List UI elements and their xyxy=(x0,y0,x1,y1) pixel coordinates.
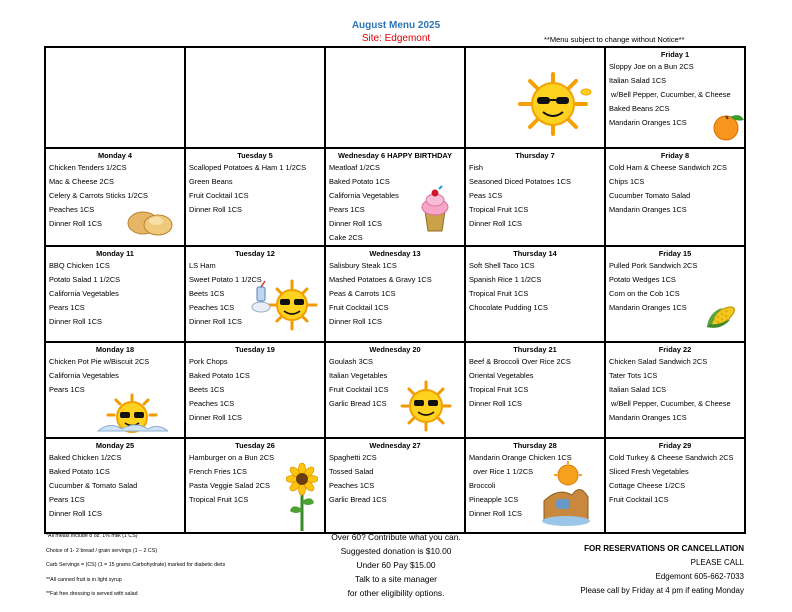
menu-item: Peaches 1CS xyxy=(189,399,235,408)
menu-item: w/Bell Pepper, Cucumber, & Cheese xyxy=(609,90,731,99)
day-header: Friday 29 xyxy=(658,441,692,450)
day-cell-friday-1 xyxy=(605,47,745,148)
sun-with-drink-icon xyxy=(246,277,325,333)
menu-item: Tater Tots 1CS xyxy=(609,371,658,380)
menu-item: Dinner Roll 1CS xyxy=(329,219,382,228)
please-call: PLEASE CALL xyxy=(690,558,744,567)
site-name: Site: Edgemont xyxy=(361,33,431,44)
menu-item: Baked Potato 1CS xyxy=(49,467,110,476)
menu-item: Pears 1CS xyxy=(49,385,85,394)
menu-item: Chips 1CS xyxy=(609,177,645,186)
note-line: **Fat free dressing is served with salad xyxy=(46,591,138,597)
menu-item: Beets 1CS xyxy=(189,385,225,394)
menu-item: Potato Wedges 1CS xyxy=(609,275,676,284)
menu-item: Cucumber Tomato Salad xyxy=(609,191,691,200)
menu-item: Baked Beans 2CS xyxy=(609,104,670,113)
note-line: Choice of 1- 2 bread / grain servings (1 – 2 CS) xyxy=(46,547,157,554)
reservations-title: FOR RESERVATIONS OR CANCELLATION xyxy=(584,544,744,553)
day-header: Tuesday 12 xyxy=(235,249,275,258)
menu-item: Italian Vegetables xyxy=(329,371,388,380)
corn-icon xyxy=(700,301,740,335)
menu-item: Mandarin Oranges 1CS xyxy=(609,205,687,214)
menu-item: Spaghetti 2CS xyxy=(329,453,377,462)
menu-item: Tropical Fruit 1CS xyxy=(469,289,529,298)
day-header: Tuesday 26 xyxy=(235,441,275,450)
reservation-info xyxy=(580,542,744,598)
menu-item: Dinner Roll 1CS xyxy=(49,509,102,518)
menu-item: over Rice 1 1/2CS xyxy=(469,467,534,476)
menu-item: Potato Salad 1 1/2CS xyxy=(49,275,121,284)
day-cell-monday-4 xyxy=(45,148,185,246)
menu-item: Tropical Fruit 1CS xyxy=(469,385,529,394)
menu-item: Baked Potato 1CS xyxy=(189,371,250,380)
menu-item: Pears 1CS xyxy=(49,495,85,504)
empty-cell xyxy=(185,47,325,148)
note-line: Carb Servings = (CS) (1 = 15 grams Carbohydrate) marked for diabetic diets xyxy=(46,562,226,568)
menu-item: Beef & Broccoli Over Rice 2CS xyxy=(469,357,571,366)
donation-line: Over 60? Contribute what you can. xyxy=(331,532,461,542)
day-cell-wednesday-6 xyxy=(325,148,465,246)
menu-item: Sloppy Joe on a Bun 2CS xyxy=(609,62,694,71)
menu-item: Fruit Cocktail 1CS xyxy=(329,385,389,394)
menu-item: Cold Turkey & Cheese Sandwich 2CS xyxy=(609,453,734,462)
menu-item: Broccoli xyxy=(469,481,496,490)
menu-item: Pulled Pork Sandwich 2CS xyxy=(609,261,698,270)
menu-item: Cottage Cheese 1/2CS xyxy=(609,481,686,490)
menu-item: Peaches 1CS xyxy=(189,303,235,312)
donation-line: Under 60 Pay $15.00 xyxy=(356,560,436,570)
menu-item: Chocolate Pudding 1CS xyxy=(469,303,548,312)
day-header: Monday 4 xyxy=(97,151,133,160)
menu-item: Dinner Roll 1CS xyxy=(469,509,522,518)
menu-item: Peas & Carrots 1CS xyxy=(329,289,396,298)
menu-item: Celery & Carrots Sticks 1/2CS xyxy=(49,191,148,200)
menu-item: Fruit Cocktail 1CS xyxy=(189,191,249,200)
day-header: Wednesday 27 xyxy=(369,441,421,450)
day-cell-monday-25 xyxy=(45,438,185,533)
call-deadline: Please call by Friday at 4 pm if eating Monday xyxy=(580,586,744,595)
dinner-rolls-icon xyxy=(126,205,174,237)
day-cell-tuesday-26 xyxy=(185,438,325,533)
cupcake-icon xyxy=(418,185,452,233)
menu-item: Dinner Roll 1CS xyxy=(49,317,102,326)
day-cell-tuesday-19 xyxy=(185,342,325,438)
menu-item: Hamburger on a Bun 2CS xyxy=(189,453,275,462)
menu-item: Garlic Bread 1CS xyxy=(329,399,387,408)
day-cell-friday-8 xyxy=(605,148,745,246)
menu-item: Meatloaf 1/2CS xyxy=(329,163,380,172)
donation-line: Talk to a site manager xyxy=(355,574,437,584)
menu-item: Cucumber & Tomato Salad xyxy=(49,481,138,490)
sun-sunglasses-icon xyxy=(510,72,596,136)
day-header: Friday 8 xyxy=(660,151,690,160)
menu-item: Mandarin Orange Chicken 1CS xyxy=(469,453,572,462)
menu-item: Dinner Roll 1CS xyxy=(189,413,242,422)
menu-item: Cake 2CS xyxy=(329,233,363,242)
menu-item: Peaches 1CS xyxy=(329,481,375,490)
menu-item: Pork Chops xyxy=(189,357,228,366)
menu-item: w/Bell Pepper, Cucumber, & Cheese xyxy=(609,399,731,408)
menu-item: Dinner Roll 1CS xyxy=(469,219,522,228)
empty-cell xyxy=(45,47,185,148)
menu-item: California Vegetables xyxy=(49,371,119,380)
menu-item: Pineapple 1CS xyxy=(469,495,519,504)
menu-item: Tropical Fruit 1CS xyxy=(189,495,249,504)
menu-item: Soft Shell Taco 1CS xyxy=(469,261,535,270)
sun-sunglasses-icon xyxy=(396,379,456,433)
menu-item: Dinner Roll 1CS xyxy=(49,219,102,228)
note-line: **All canned fruit is in light syrup xyxy=(46,576,122,583)
sun-sunglasses-icon xyxy=(96,393,168,433)
day-cell-friday-22 xyxy=(605,342,745,438)
orange-icon xyxy=(710,110,745,142)
donation-info xyxy=(322,530,470,600)
beach-sun-icon xyxy=(538,461,594,527)
menu-item: Fruit Cocktail 1CS xyxy=(329,303,389,312)
menu-item: Pears 1CS xyxy=(329,205,365,214)
menu-item: Goulash 3CS xyxy=(329,357,373,366)
day-cell-friday-29 xyxy=(605,438,745,533)
menu-item: Fish xyxy=(469,163,483,172)
day-cell-wednesday-20 xyxy=(325,342,465,438)
menu-item: Tropical Fruit 1CS xyxy=(469,205,529,214)
menu-item: Baked Potato 1CS xyxy=(329,177,390,186)
empty-cell xyxy=(465,47,605,148)
menu-item: Spanish Rice 1 1/2CS xyxy=(469,275,542,284)
day-cell-monday-11 xyxy=(45,246,185,342)
day-cell-thursday-21 xyxy=(465,342,605,438)
menu-item: Garlic Bread 1CS xyxy=(329,495,387,504)
day-header: Tuesday 19 xyxy=(235,345,275,354)
day-cell-wednesday-27 xyxy=(325,438,465,533)
day-cell-wednesday-13 xyxy=(325,246,465,342)
menu-item: Pears 1CS xyxy=(49,303,85,312)
menu-item: Mashed Potatoes & Gravy 1CS xyxy=(329,275,432,284)
day-header: Wednesday 6 HAPPY BIRTHDAY xyxy=(337,151,453,160)
day-header: Wednesday 13 xyxy=(369,249,421,258)
menu-item: Chicken Salad Sandwich 2CS xyxy=(609,357,708,366)
menu-item: Oriental Vegetables xyxy=(469,371,534,380)
menu-item: Dinner Roll 1CS xyxy=(189,205,242,214)
menu-item: Seasoned Diced Potatoes 1CS xyxy=(469,177,571,186)
menu-item: Dinner Roll 1CS xyxy=(329,317,382,326)
day-header: Friday 22 xyxy=(658,345,692,354)
day-header: Friday 15 xyxy=(658,249,692,258)
day-header: Thursday 7 xyxy=(515,151,555,160)
day-header: Friday 1 xyxy=(660,50,690,59)
menu-item: California Vegetables xyxy=(49,289,119,298)
day-cell-thursday-7 xyxy=(465,148,605,246)
day-header: Monday 25 xyxy=(95,441,135,450)
menu-item: Peaches 1CS xyxy=(49,205,95,214)
menu-item: Corn on the Cob 1CS xyxy=(609,289,680,298)
day-cell-friday-15 xyxy=(605,246,745,342)
menu-item: Beets 1CS xyxy=(189,289,225,298)
day-cell-tuesday-12 xyxy=(185,246,325,342)
donation-line: Suggested donation is $10.00 xyxy=(340,546,452,556)
menu-item: Cold Ham & Cheese Sandwich 2CS xyxy=(609,163,727,172)
day-cell-thursday-28 xyxy=(465,438,605,533)
menu-item: Mandarin Oranges 1CS xyxy=(609,303,687,312)
donation-line: for other eligibility options. xyxy=(347,588,445,598)
day-header: Thursday 28 xyxy=(513,441,557,450)
menu-item: Green Beans xyxy=(189,177,233,186)
menu-item: Chicken Pot Pie w/Biscuit 2CS xyxy=(49,357,150,366)
day-header: Thursday 21 xyxy=(513,345,557,354)
menu-item: French Fries 1CS xyxy=(189,467,247,476)
day-header: Wednesday 20 xyxy=(369,345,421,354)
menu-item: Tossed Salad xyxy=(329,467,374,476)
note-line: *All meals include 8 oz. 1% milk (1 CS) xyxy=(46,533,138,539)
menu-item: Pasta Veggie Salad 2CS xyxy=(189,481,270,490)
menu-item: Italian Salad 1CS xyxy=(609,76,667,85)
menu-item: Fruit Cocktail 1CS xyxy=(609,495,669,504)
menu-item: Dinner Roll 1CS xyxy=(469,399,522,408)
menu-item: Sliced Fresh Vegetables xyxy=(609,467,689,476)
menu-item: Scalloped Potatoes & Ham 1 1/2CS xyxy=(189,163,307,172)
day-cell-thursday-14 xyxy=(465,246,605,342)
menu-item: Mac & Cheese 2CS xyxy=(49,177,114,186)
sunflower-icon xyxy=(286,463,318,531)
menu-item: Peas 1CS xyxy=(469,191,503,200)
phone-number: Edgemont 605-662-7033 xyxy=(655,572,744,581)
menu-item: Salisbury Steak 1CS xyxy=(329,261,397,270)
change-notice: **Menu subject to change without Notice** xyxy=(544,35,685,44)
menu-item: Mandarin Oranges 1CS xyxy=(609,413,687,422)
meal-notes xyxy=(46,532,225,605)
menu-item: California Vegetables xyxy=(329,191,399,200)
menu-item: Sweet Potato 1 1/2CS xyxy=(189,275,262,284)
menu-item: BBQ Chicken 1CS xyxy=(49,261,110,270)
menu-item: Italian Salad 1CS xyxy=(609,385,667,394)
empty-cell xyxy=(325,47,465,148)
menu-item: Chicken Tenders 1/2CS xyxy=(49,163,127,172)
menu-item: Mandarin Oranges 1CS xyxy=(609,118,687,127)
day-header: Tuesday 5 xyxy=(237,151,273,160)
menu-title: August Menu 2025 xyxy=(351,20,441,31)
menu-item: Baked Chicken 1/2CS xyxy=(49,453,122,462)
day-cell-tuesday-5 xyxy=(185,148,325,246)
day-header: Monday 11 xyxy=(96,249,134,258)
menu-item: LS Ham xyxy=(189,261,216,270)
menu-calendar xyxy=(44,46,746,534)
menu-item: Dinner Roll 1CS xyxy=(189,317,242,326)
day-cell-monday-18 xyxy=(45,342,185,438)
day-header: Monday 18 xyxy=(95,345,135,354)
day-header: Thursday 14 xyxy=(513,249,557,258)
